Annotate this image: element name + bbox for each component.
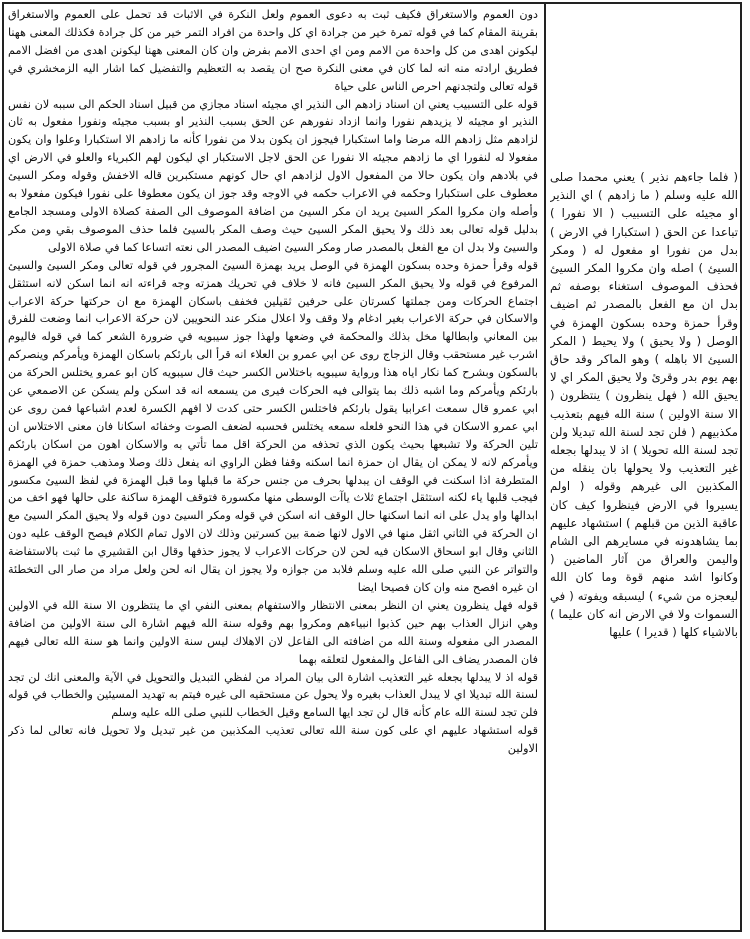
- column-divider: [544, 2, 546, 932]
- commentary-column: [8, 6, 538, 926]
- commentary-paragraph: دون العموم والاستغراق فكيف ثبت به دعوى العموم ولعل النكرة في الاثبات قد تحمل على العموم والاستغراق بقرينة المقام كما في قوله تمرة خير من جرادة اي كل واحدة من افراد التمر خير من كل جرادة فكذلك المعنى ههنا ليكونن اهدى من كل واحدة من الامم ومن اي احدى الامم بفرض وان كان المعنى ههنا ليكونن اهدى من افضل الامم فطريق ارادته منه انه لما كان في معنى النكرة صح ان يقصد به التعظيم والتفضيل كما اشار اليه الزمخشري في قوله تعالى ولتجدنهم احرص الناس على حياة: [8, 8, 538, 93]
- commentary-paragraph: قوله اذ لا يبدلها بجعله غير التعذيب اشارة الى بيان المراد من لفظي التبديل والتحويل في الآية والمعنى انك لن تجد لسنة الله تبديلا اي لا يبدل العذاب بغيره ولا يحول عن مستحقيه الى غيره فيتم به تهديد المسيئين والخطاب في قوله فلن تجد لسنة الله عام كأنه قال لن تجد ايها السامع وقيل الخطاب للنبي صلى الله عليه وسلم: [8, 670, 538, 720]
- tafsir-column: [550, 168, 738, 641]
- commentary-paragraph: قوله على التسبيب يعني ان اسناد زادهم الى النذير اي مجيئه اسناد مجازي من قبيل اسناد الحكم الى سببه لان نفس النذير او مجيئه لا يزيدهم نفورا وانما ازداد نفورهم عن الحق بسبب النذير او بسبب مجيئه ونفورا مفعول به ثان لزادهم مثل زادهم الله مرضا واما استكبارا فيجوز ان يكون بدلا من نفورا كأنه ما زادهم الا استكبارا وعلوا وان يكون مفعولا له لنفورا اي ما زادهم مجيئه الا نفورا عن الحق لاجل الاستكبار اي ليكون لهم الكبرياء والعلو في الارض اي في بلادهم وان يكون حالا من المفعول الاول لزادهم اي حال كونهم مستكبرين قاله الاخفش وقوله ومكر السيئ معطوف على استكبارا وحكمه في الاعراب حكمه في الاوجه وقد جوز ان يكون معطوفا على نفورا فيكون مفعولا به وأصله وان مكروا المكر السيئ يريد ان مكر السيئ من اضافة الموصوف الى الصفة كصلاة الاولى ومسجد الجامع بدليل قوله تعالى بعد ذلك ولا يحيق المكر السيئ حيث وصف المكر بالسيئ فلما حذف الموصوف بقي ومن مكر والسيئ ولا بدل ان مع الفعل بالمصدر صار ومكر السيئ اضيف المصدر الى نعته اتساعا كما في صلاة الاولى: [8, 97, 538, 254]
- tafsir-paragraph: ( فلما جاءهم نذير ) يعني محمدا صلى الله عليه وسلم ( ما زادهم ) اي النذير او مجيئه على التسبيب ( الا نفورا ) تباعدا عن الحق ( استكبارا في الارض ) بدل من نفورا او مفعول له ( ومكر السيئ ) اصله وان مكروا المكر السيئ فحذف الموصوف استغناء بوصفه ثم بدل ان مع الفعل بالمصدر ثم اضيف وقرأ حمزة وحده بسكون الهمزة في الوصل ( ولا يحيق ) ولا يحيط ( المكر السيئ الا باهله ) وهو الماكر وقد حاق بهم يوم بدر وقرئ ولا يحيق المكر اي لا يحيق الله ( فهل ينظرون ) ينتظرون ( الا سنة الاولين ) سنة الله فيهم بتعذيب مكذبيهم ( فلن تجد لسنة الله تبديلا ولن تجد لسنة الله تحويلا ) اذ لا يبدلها بجعله غير التعذيب ولا يحولها بان ينقله من المكذبين الى غيرهم وقوله ( اولم يسيروا في الارض فينظروا كيف كان عاقبة الذين من قبلهم ) استشهاد عليهم بما يشاهدونه في مسايرهم الى الشام واليمن والعراق من آثار الماضين ( وكانوا اشد منهم قوة وما كان الله ليعجزه من شيء ) ليسبقه ويفوته ( في السموات ولا في الارض انه كان عليما ) بالاشياء كلها ( قديرا ) عليها: [550, 170, 738, 640]
- commentary-paragraph: قوله فهل ينظرون يعني ان النظر بمعنى الانتظار والاستفهام بمعنى النفي اي ما ينتظرون الا سنة الله في الاولين وهي انزال العذاب بهم حين كذبوا انبياءهم ومكروا بهم وقوله سنة الله فيهم اشارة الى سنة الاولين من اضافة المصدر الى مفعوله وسنة الله من اضافته الى الفاعل لان الاهلاك ليس سنة الاولين وانما هو سنة الله تعالى فيهم فان المصدر يضاف الى الفاعل والمفعول لتعلقه بهما: [8, 598, 538, 666]
- commentary-paragraph: قوله استشهاد عليهم اي على كون سنة الله تعالى تعذيب المكذبين من غير تبديل ولا تحويل فانه تعالى لما ذكر الاولين: [8, 724, 538, 756]
- commentary-paragraph: قوله وقرأ حمزة وحده بسكون الهمزة في الوصل يريد بهمزة السيئ المجرور في قوله تعالى ومكر السيئ والسيئ المرفوع في قوله ولا يحيق المكر السيئ فانه لا خلاف في تحريك همزته وجه قراءته انه انما اسكن لانه استثقل اجتماع الحركات ومن جملتها كسرتان على حرفين ثقيلين فخفف باسكان الهمزة مع ان حركتها حركة الاعراب والاسكان في حركة الاعراب بغير ادغام ولا وقف ولا اعلال منكر عند النحويين لان حركة الاعراب انما وضعت للفرق بين المعاني وابطالها مخل بذلك والمحكمة في وضعها ولهذا جوز سيبويه في ضرورة الشعر كما في قوله فاليوم اشرب غير مستحقب وقال الزجاج روى عن ابي عمرو بن العلاء انه قرأ الى بارئكم باسكان الهمزة ويأمركم وينصركم بالسكون وبشرح كما نكار اياه هذا ورواية سيبويه باختلاس الكسر حيث قال سيبويه كان ابو عمرو يختلس الحركة من بارئكم ويأمركم وما اشبه ذلك بما يتوالى فيه الحركات فيرى من يسمعه انه قد اسكن ولم يسكن عن الاصمعي عن ابي عمرو قال سمعت اعرابيا يقول بارئكم فاختلس الكسر حتى كدت لا افهم الكسرة لعدم اشباعها فمن روى عن ابي عمرو الاسكان في هذا النحو فلعله سمعه يختلس فحسبه لضعف الصوت وخفائه اسكانا فان معنى الاختلاس ان تلين الحركة ولا تشبعها بحيث يكون الذي تحذفه من الحركة اقل مما تأتي به والاسكان اهون من اسكان بارئكم ويأمركم لانه لا يمكن ان يقال ان حمزة انما اسكنه وقفا فظن الراوي انه يفعل ذلك وصلا ومذهب حمزة في الهمزة المتطرفة اذا اسكنت في الوقف ان يبدلها بحرف من جنس حركة ما قبلها وما قبل الهمزة في لفظ السيئ مكسور فيجب قلبها ياء لكنه استثقل اجتماع ثلاث ياآت الوسطى منها مكسورة فتوقف الهمزة ساكنة على حالها فهو اخف من ابدالها واو يدل على انه انما اسكنها حال الوقف انه اسكن في قوله ومكر السيئ دون قوله ولا يحيق المكر السيئ مع ان الحركة في الثاني اثقل منها في الاول لانها ضمة بين كسرتين وذلك لان الاول تمام الكلام فيصح الوقف عليه دون الثاني وقال ابو اسحاق الاسكان فيه لحن لان حركات الاعراب لا يجوز حذفها وقال ابن القشيري ما ثبت بالاستفاضة والتواتر عن النبي صلى الله عليه وسلم فلابد من جوازه ولا يجوز ان يقال انه لحن ولعل مراد من صار الى التخطئة ان غيره افصح منه وان كان فصيحا ايضا: [8, 258, 538, 594]
